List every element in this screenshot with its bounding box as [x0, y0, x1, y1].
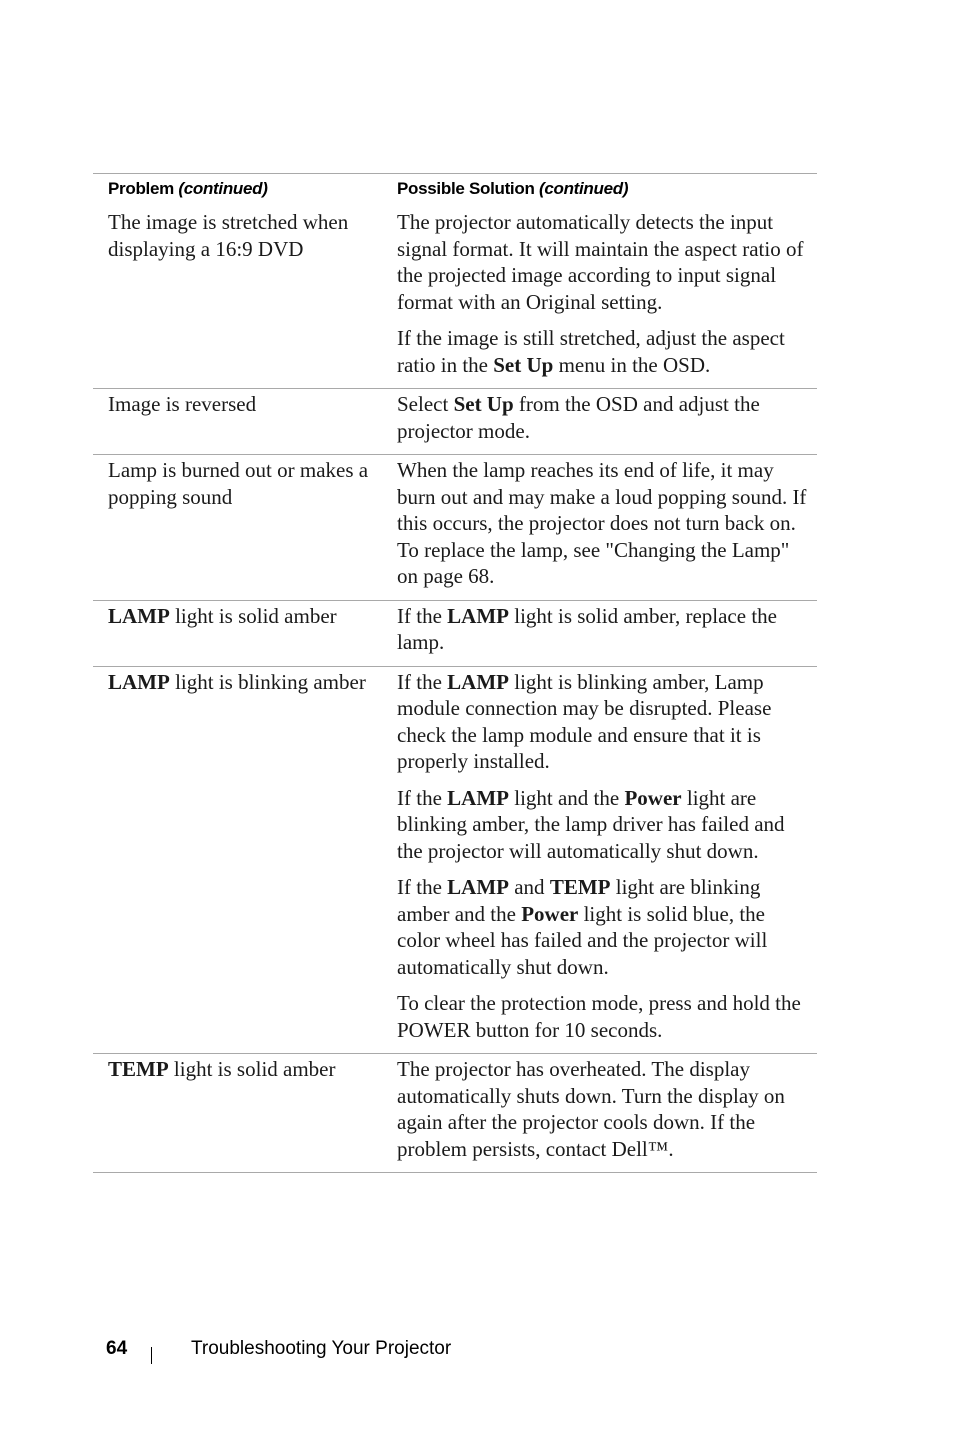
solution-paragraph: When the lamp reaches its end of life, it may burn out and may make a loud popping sound. If this occurs, the projector does not turn back on. To replace the lamp, see "Changing the Lamp" on page 68.	[397, 458, 807, 588]
solution-cell	[397, 391, 813, 444]
table-row	[93, 667, 817, 1055]
troubleshooting-table	[93, 173, 817, 1173]
footer-divider	[151, 1347, 152, 1364]
table-row	[93, 209, 817, 389]
table-row	[93, 1054, 817, 1173]
solution-paragraph: The projector automatically detects the input signal format. It will maintain the aspect ratio of the projected image according to input signal format with an Original setting.	[397, 210, 804, 314]
table-row	[93, 455, 817, 601]
solution-paragraph: If the image is still stretched, adjust the aspect ratio in the Set Up menu in the OSD.	[397, 326, 785, 377]
solution-cell	[397, 1056, 813, 1162]
solution-column-header: Possible Solution (continued)	[397, 179, 629, 198]
page-number: 64	[106, 1338, 128, 1359]
problem-cell: TEMP light is solid amber	[108, 1057, 336, 1081]
table-header	[93, 174, 817, 209]
solution-cell	[397, 209, 813, 378]
solution-paragraph: If the LAMP and TEMP light are blinking amber and the Power light is solid blue, the color wheel has failed and the projector will automatically shut down.	[397, 875, 768, 979]
solution-paragraph: To clear the protection mode, press and hold the POWER button for 10 seconds.	[397, 991, 801, 1042]
problem-cell: Image is reversed	[108, 392, 257, 416]
solution-paragraph: If the LAMP light and the Power light are blinking amber, the lamp driver has failed and the projector will automatically shut down.	[397, 785, 785, 863]
solution-cell	[397, 457, 813, 590]
problem-column-header: Problem (continued)	[108, 179, 268, 198]
solution-cell	[397, 603, 813, 656]
table-row	[93, 601, 817, 667]
solution-paragraph: If the LAMP light is blinking amber, Lamp module connection may be disrupted. Please check the lamp module and ensure that it is properly installed.	[397, 669, 772, 773]
problem-cell: LAMP light is solid amber	[108, 603, 337, 628]
solution-cell	[397, 669, 813, 1044]
problem-cell: Lamp is burned out or makes a popping sound	[108, 458, 369, 509]
section-title: Troubleshooting Your Projector	[191, 1338, 452, 1359]
solution-paragraph: Select Set Up from the OSD and adjust the projector mode.	[397, 392, 760, 443]
table-row	[93, 389, 817, 455]
solution-paragraph: The projector has overheated. The display automatically shuts down. Turn the display on again after the projector cools down. If the problem persists, contact Dell™.	[397, 1057, 785, 1161]
problem-cell: LAMP light is blinking amber	[108, 669, 366, 694]
solution-paragraph: If the LAMP light is solid amber, replace the lamp.	[397, 603, 777, 654]
table-body	[93, 209, 817, 1173]
problem-cell: The image is stretched when displaying a 16:9 DVD	[108, 210, 349, 261]
